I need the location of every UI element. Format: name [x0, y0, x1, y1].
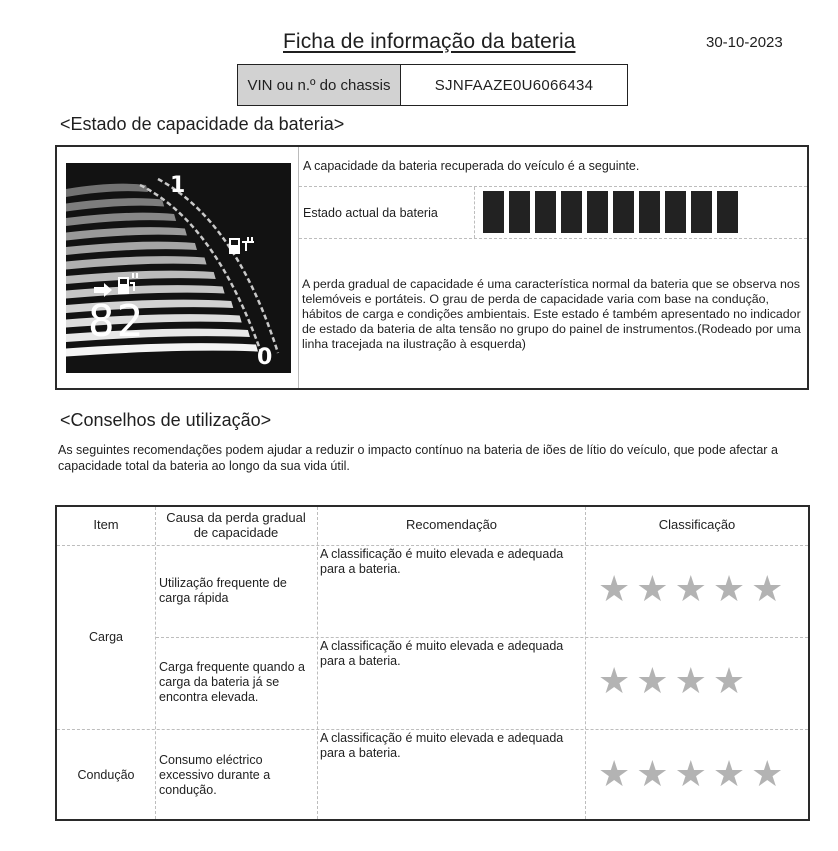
- table-col-divider: [317, 507, 318, 819]
- row-cause: Utilização frequente de carga rápida: [159, 576, 287, 605]
- star-icon: ★: [751, 568, 784, 609]
- column-header-item: Item: [93, 517, 119, 532]
- group-item-driving: Condução: [77, 768, 135, 782]
- row-cause: Consumo eléctrico excessivo durante a condução.: [159, 753, 271, 797]
- gauge-segment: [66, 271, 216, 284]
- star-icon: ★: [712, 753, 746, 794]
- gauge-segment: [66, 227, 187, 240]
- capacity-state-bar: [483, 191, 504, 233]
- capacity-state-bar: [587, 191, 608, 233]
- row-rating-stars: [598, 660, 746, 701]
- capacity-state-label: Estado actual da bateria: [303, 206, 438, 220]
- gauge-segment: [66, 198, 164, 211]
- table-col-divider: [585, 507, 586, 819]
- row-cause: Carga frequente quando a carga da bateria já se encontra elevada.: [159, 660, 305, 704]
- advice-intro: As seguintes recomendações podem ajudar a reduzir o impacto contínuo na bateria de iões de lítio do veículo, que pode afectar a capacidade total da bateria ao longo da sua vida útil.: [58, 443, 778, 473]
- star-icon: ★: [636, 568, 669, 609]
- capacity-intro-text: A capacidade da bateria recuperada do veículo é a seguinte.: [303, 159, 640, 173]
- star-icon: ★: [636, 753, 669, 794]
- capacity-state-bar: [613, 191, 634, 233]
- star-icon: ★: [598, 753, 631, 794]
- gauge-top-label: 1: [170, 173, 186, 198]
- star-icon: ★: [674, 753, 707, 794]
- capacity-heading: <Estado de capacidade da bateria>: [60, 114, 345, 134]
- capacity-row-divider: [299, 238, 807, 239]
- gauge-segment: [66, 184, 148, 197]
- capacity-cell-divider: [474, 187, 475, 238]
- capacity-divider: [298, 147, 299, 388]
- vin-label: VIN ou n.º do chassis: [238, 65, 401, 105]
- star-icon: ★: [712, 568, 746, 609]
- capacity-description: A perda gradual de capacidade é uma característica normal da bateria que se observa nos telemóveis e portáteis. O grau de perda de capacidade varia com base na condução, hábitos de carga e condições ambientais. Este estado é também apresentado no indicador de estado da bateria de alta tensão no grupo do painel de instrumentos.(Rodeado por uma linha tracejada na ilustração à esquerda): [302, 277, 801, 351]
- battery-gauge-illustration: [66, 163, 291, 373]
- capacity-state-bar: [717, 191, 738, 233]
- star-icon: ★: [598, 660, 631, 701]
- gauge-segment: [66, 242, 197, 255]
- row-recommendation: A classificação é muito elevada e adequada para a bateria.: [320, 639, 564, 668]
- document-title: Ficha de informação da bateria: [283, 30, 576, 53]
- gauge-range-value: 82: [88, 296, 145, 347]
- capacity-state-bar: [639, 191, 660, 233]
- capacity-state-bar: [665, 191, 686, 233]
- table-row-divider: [57, 545, 808, 546]
- table-row-divider: [57, 729, 808, 730]
- fuel-pump-plug-icon: [229, 237, 254, 254]
- capacity-state-bars: [483, 191, 738, 233]
- capacity-state-bar: [535, 191, 556, 233]
- capacity-state-bar: [509, 191, 530, 233]
- capacity-state-bar: [691, 191, 712, 233]
- advice-heading: <Conselhos de utilização>: [60, 410, 272, 430]
- star-icon: ★: [636, 660, 669, 701]
- vin-value: SJNFAAZE0U6066434: [434, 76, 594, 94]
- document-date: 30-10-2023: [706, 34, 783, 51]
- table-row-divider: [156, 637, 808, 638]
- capacity-state-bar: [561, 191, 582, 233]
- table-col-divider: [155, 507, 156, 819]
- gauge-dashed-outline: [158, 179, 278, 353]
- column-header-cause: Causa da perda gradual de capacidade: [166, 510, 306, 540]
- row-recommendation: A classificação é muito elevada e adequada para a bateria.: [320, 731, 564, 760]
- vin-box: [237, 64, 628, 106]
- capacity-row-divider: [299, 186, 807, 187]
- gauge-segment: [66, 256, 207, 269]
- gauge-segment: [66, 213, 176, 226]
- star-icon: ★: [674, 660, 707, 701]
- gauge-bottom-label: 0: [257, 345, 273, 370]
- row-rating-stars: [598, 568, 784, 609]
- row-recommendation: A classificação é muito elevada e adequada para a bateria.: [320, 547, 564, 576]
- column-header-recommendation: Recomendação: [405, 517, 498, 532]
- row-rating-stars: [598, 753, 784, 794]
- battery-gauge-graphic: [66, 163, 291, 373]
- star-icon: ★: [674, 568, 707, 609]
- group-item-charging: Carga: [88, 630, 124, 644]
- column-header-rating: Classificação: [658, 517, 736, 532]
- star-icon: ★: [751, 753, 784, 794]
- star-icon: ★: [712, 660, 746, 701]
- star-icon: ★: [598, 568, 631, 609]
